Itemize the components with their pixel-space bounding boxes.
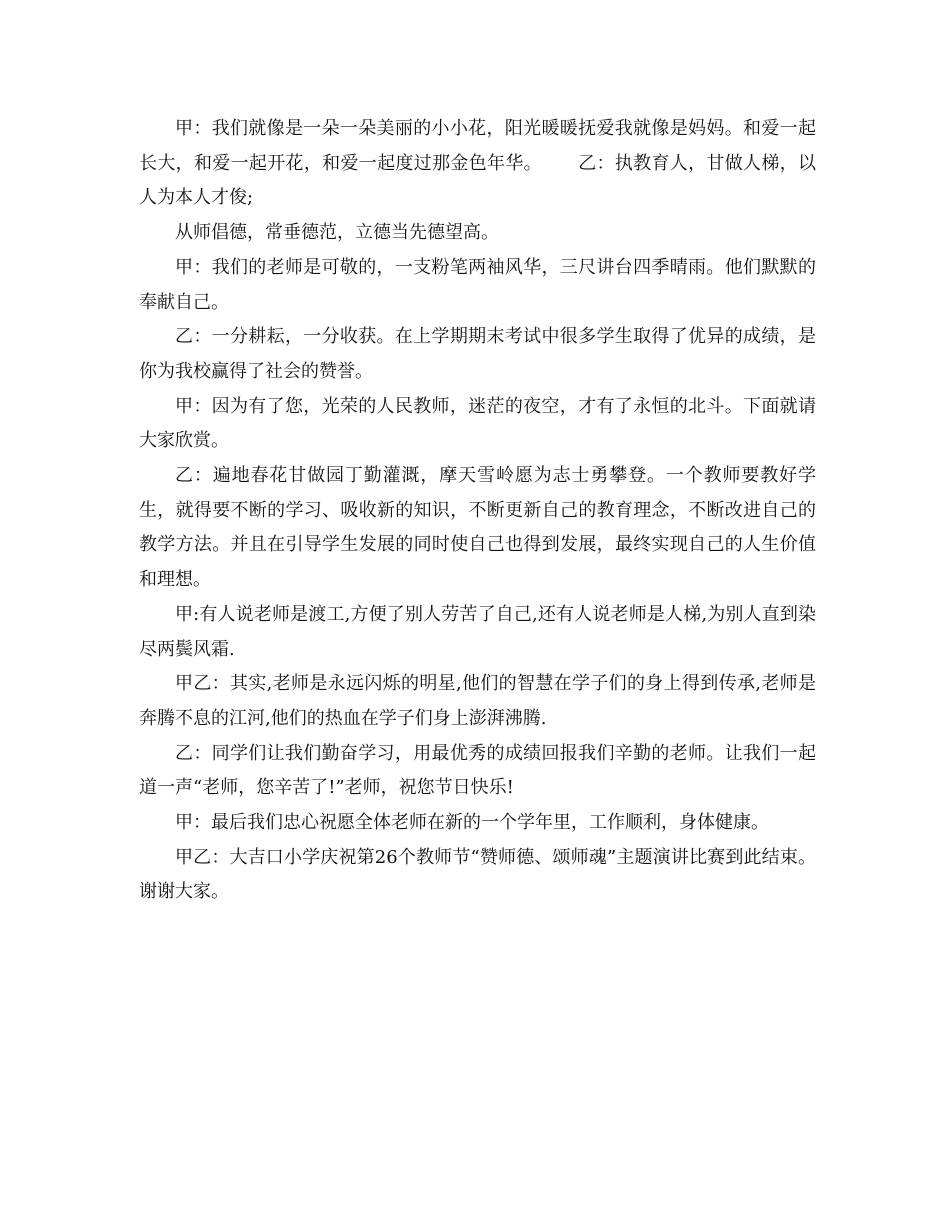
paragraph-11: 甲乙：大吉口小学庆祝第26个教师节“赞师德、颂师魂”主题演讲比赛到此结束。谢谢大家。 <box>139 846 816 903</box>
paragraph-4: 乙：一分耕耘，一分收获。在上学期期末考试中很多学生取得了优异的成绩，是你为我校赢得了社会的赞誉。 <box>139 326 816 382</box>
paragraph-3: 甲：我们的老师是可敬的，一支粉笔两袖风华，三尺讲台四季晴雨。他们默默的奉献自己。 <box>139 256 816 313</box>
paragraph-9: 乙：同学们让我们勤奋学习，用最优秀的成绩回报我们辛勤的老师。让我们一起道一声“老师，您辛苦了!”老师，祝您节日快乐! <box>139 742 816 799</box>
paragraph-7: 甲:有人说老师是渡工,方便了别人劳苦了自己,还有人说老师是人梯,为别人直到染尽两鬓风霜. <box>139 603 816 660</box>
paragraph-10: 甲：最后我们忠心祝愿全体老师在新的一个学年里，工作顺利，身体健康。 <box>175 812 769 834</box>
paragraph-6: 乙：遍地春花甘做园丁勤灌溉，摩天雪岭愿为志士勇攀登。一个教师要教好学生，就得要不断的学习、吸收新的知识，不断更新自己的教育理念，不断改进自己的教学方法。并且在引导学生发展的同时使自己也得到发展，最终实现自己的人生价值和理想。 <box>139 465 816 591</box>
document-body <box>139 112 816 910</box>
paragraph-2: 从师倡德，常垂德范，立德当先德望高。 <box>175 222 499 244</box>
paragraph-5: 甲：因为有了您，光荣的人民教师，迷茫的夜空，才有了永恒的北斗。下面就请大家欣赏。 <box>139 395 816 452</box>
paragraph-8: 甲乙：其实,老师是永远闪烁的明星,他们的智慧在学子们的身上得到传承,老师是奔腾不息的江河,他们的热血在学子们身上澎湃沸腾. <box>139 673 816 729</box>
paragraph-1: 甲：我们就像是一朵一朵美丽的小小花，阳光暖暖抚爱我就像是妈妈。和爱一起长大，和爱一起开花，和爱一起度过那金色年华。 乙：执教育人，甘做人梯，以人为本人才俊; <box>139 118 816 209</box>
